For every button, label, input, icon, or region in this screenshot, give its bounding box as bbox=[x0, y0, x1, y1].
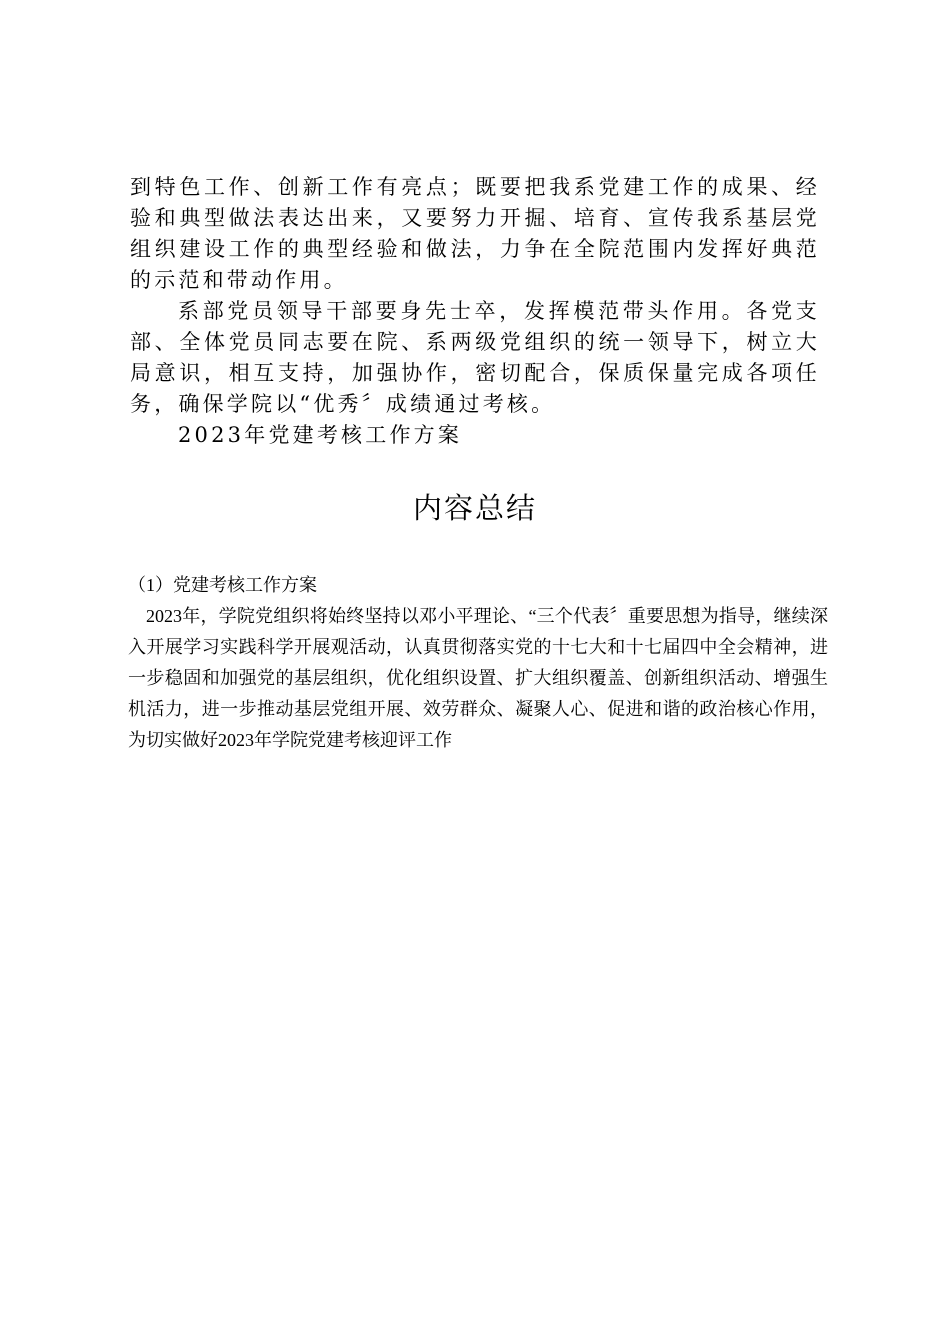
body-paragraph-1: 到特色工作、创新工作有亮点；既要把我系党建工作的成果、经验和典型做法表达出来，又要努力开掘、培育、宣传我系基层党组织建设工作的典型经验和做法，力争在全院范围内发挥好典范的示范和带动作用。 bbox=[130, 175, 820, 292]
summary-heading: 内容总结 bbox=[412, 491, 537, 525]
summary-text: 2023年，学院党组织将始终坚持以邓小平理论、“三个代表〞重要思想为指导，继续深入开展学习实践科学开展观活动，认真贯彻落实党的十七大和十七届四中全会精神，进一步稳固和加强党的基层组织，优化组织设置、扩大组织覆盖、创新组织活动、增强生机活力，进一步推动基层党组开展、效劳群众、凝聚人心、促进和谐的政治核心作用，为切实做好2023年学院党建考核迎评工作 bbox=[128, 606, 828, 750]
plan-title: 2023年党建考核工作方案 bbox=[178, 423, 463, 447]
body-paragraph-2: 系部党员领导干部要身先士卒，发挥模范带头作用。各党支部、全体党员同志要在院、系两级党组织的统一领导下，树立大局意识，相互支持，加强协作，密切配合，保质保量完成各项任务，确保学院以“优秀〞成绩通过考核。 bbox=[130, 299, 820, 416]
summary-section bbox=[128, 570, 828, 756]
document-body bbox=[130, 172, 820, 451]
summary-item-label: （1）党建考核工作方案 bbox=[128, 575, 317, 595]
